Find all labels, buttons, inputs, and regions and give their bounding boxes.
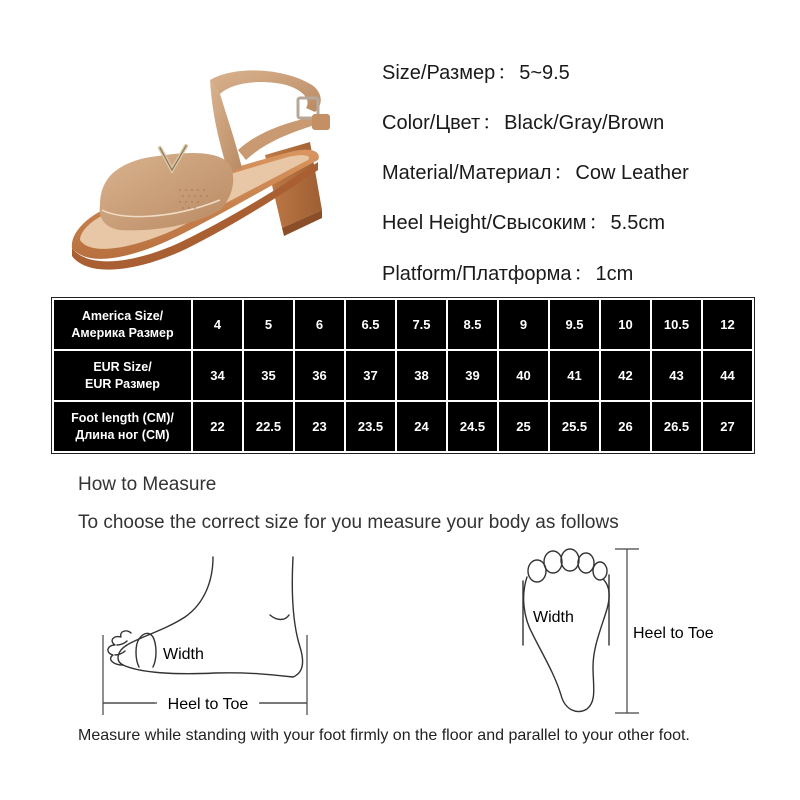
table-cell: 42 bbox=[601, 351, 650, 400]
table-cell: 34 bbox=[193, 351, 242, 400]
table-cell: 35 bbox=[244, 351, 293, 400]
top-length-label: Heel to Toe bbox=[633, 625, 714, 642]
table-cell: 25 bbox=[499, 402, 548, 451]
spec-label: Material/Материал bbox=[382, 162, 552, 184]
table-cell: 10 bbox=[601, 300, 650, 349]
table-cell: 26 bbox=[601, 402, 650, 451]
row-header bbox=[54, 402, 191, 451]
table-cell: 12 bbox=[703, 300, 752, 349]
table-cell: 7.5 bbox=[397, 300, 446, 349]
row-header-line: Америка Размер bbox=[71, 325, 174, 340]
row-header-line: America Size/ bbox=[81, 308, 164, 323]
table-row-america-size bbox=[54, 300, 752, 349]
spec-label: Size/Размер bbox=[382, 62, 496, 84]
table-cell: 44 bbox=[703, 351, 752, 400]
measure-note: Measure while standing with your foot firmly on the floor and parallel to your other foot. bbox=[78, 727, 690, 744]
table-cell: 22 bbox=[193, 402, 242, 451]
spec-separator: ： bbox=[588, 212, 609, 234]
table-cell: 43 bbox=[652, 351, 701, 400]
table-cell: 39 bbox=[448, 351, 497, 400]
spec-label: Heel Height/Свысоким bbox=[382, 212, 587, 234]
spec-material bbox=[382, 156, 689, 185]
spec-value: Cow Leather bbox=[575, 162, 689, 184]
table-cell: 9.5 bbox=[550, 300, 599, 349]
table-cell: 6.5 bbox=[346, 300, 395, 349]
measure-title: How to Measure bbox=[78, 474, 217, 495]
spec-heel-height bbox=[382, 206, 665, 235]
table-cell: 41 bbox=[550, 351, 599, 400]
table-cell: 24.5 bbox=[448, 402, 497, 451]
spec-size bbox=[382, 56, 570, 85]
row-header-line: Foot length (CM)/ bbox=[71, 410, 174, 425]
spec-platform bbox=[382, 257, 633, 286]
spec-color bbox=[382, 106, 664, 135]
spec-separator: ： bbox=[482, 112, 503, 134]
row-header bbox=[54, 300, 191, 349]
spec-value: 5~9.5 bbox=[519, 62, 570, 84]
table-cell: 6 bbox=[295, 300, 344, 349]
spec-value: 5.5cm bbox=[610, 212, 665, 234]
table-cell: 8.5 bbox=[448, 300, 497, 349]
measure-subtitle: To choose the correct size for you measure your body as follows bbox=[78, 512, 619, 533]
top-width-label: Width bbox=[533, 609, 574, 626]
row-header bbox=[54, 351, 191, 400]
table-cell: 9 bbox=[499, 300, 548, 349]
size-chart-table bbox=[51, 297, 755, 454]
sandal-product-image bbox=[60, 60, 350, 285]
table-cell: 27 bbox=[703, 402, 752, 451]
side-length-label: Heel to Toe bbox=[167, 696, 249, 713]
table-row-foot-length bbox=[54, 402, 752, 451]
table-cell: 23.5 bbox=[346, 402, 395, 451]
table-cell: 4 bbox=[193, 300, 242, 349]
table-cell: 26.5 bbox=[652, 402, 701, 451]
row-header-line: EUR Size/ bbox=[93, 359, 152, 374]
spec-value: Black/Gray/Brown bbox=[504, 112, 665, 134]
spec-label: Platform/Платформа bbox=[382, 263, 572, 285]
table-cell: 23 bbox=[295, 402, 344, 451]
table-cell: 5 bbox=[244, 300, 293, 349]
spec-value: 1cm bbox=[595, 263, 634, 285]
spec-separator: ： bbox=[553, 162, 574, 184]
spec-separator: ： bbox=[573, 263, 594, 285]
row-header-line: Длина ног (CM) bbox=[75, 427, 170, 442]
table-cell: 24 bbox=[397, 402, 446, 451]
table-cell: 22.5 bbox=[244, 402, 293, 451]
top-foot-diagram bbox=[505, 545, 750, 720]
table-cell: 25.5 bbox=[550, 402, 599, 451]
spec-label: Color/Цвет bbox=[382, 112, 481, 134]
table-cell: 40 bbox=[499, 351, 548, 400]
side-foot-diagram bbox=[95, 555, 415, 725]
table-cell: 37 bbox=[346, 351, 395, 400]
spec-separator: ： bbox=[497, 62, 518, 84]
table-cell: 10.5 bbox=[652, 300, 701, 349]
row-header-line: EUR Размер bbox=[85, 376, 160, 391]
table-cell: 38 bbox=[397, 351, 446, 400]
side-width-label: Width bbox=[163, 646, 204, 663]
table-cell: 36 bbox=[295, 351, 344, 400]
table-row-eur-size bbox=[54, 351, 752, 400]
